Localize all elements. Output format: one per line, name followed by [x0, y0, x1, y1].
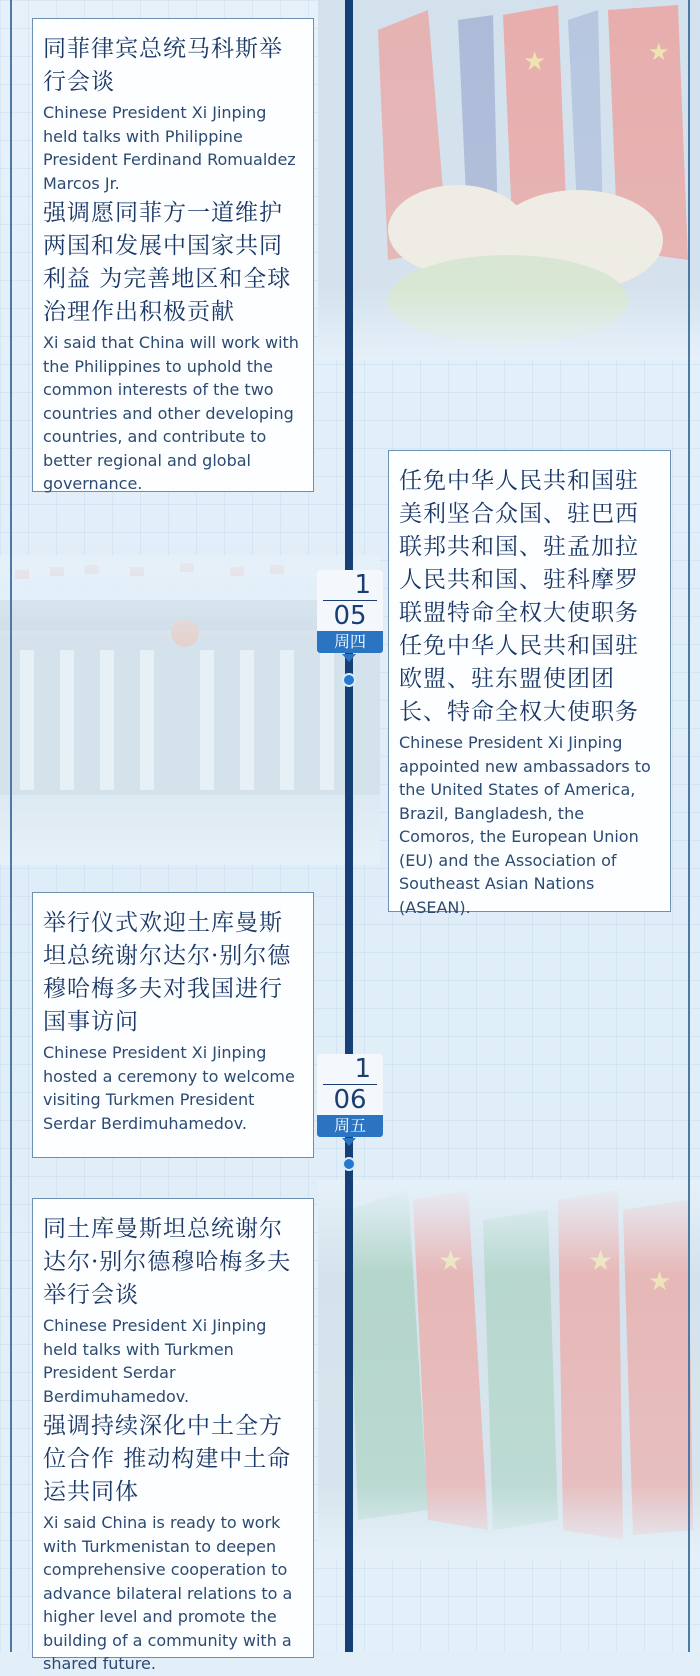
timeline-dot	[342, 1157, 356, 1171]
event-card-turkmen-welcome	[32, 892, 314, 1158]
date-day: 06	[333, 1085, 367, 1115]
timeline-dot	[342, 673, 356, 687]
event-subtitle-en: Xi said that China will work with the Philippines to uphold the common interests of the two countries and other developing countries, and contribute to better regional and global governance.	[43, 333, 299, 493]
event-title-en: Chinese President Xi Jinping held talks with Philippine President Ferdinand Romualdez Marcos Jr.	[43, 103, 296, 193]
date-day: 05	[333, 601, 367, 631]
event-title-en: Chinese President Xi Jinping hosted a ceremony to welcome visiting Turkmen President Serdar Berdimuhamedov.	[43, 1043, 295, 1133]
event-subtitle-zh: 强调持续深化中土全方位合作 推动构建中土命运共同体	[43, 1413, 292, 1505]
date-pointer	[342, 1138, 356, 1146]
event-title-zh: 同土库曼斯坦总统谢尔达尔·别尔德穆哈梅多夫举行会谈	[43, 1216, 292, 1308]
timeline-spine	[345, 0, 353, 1652]
event-title-en: Chinese President Xi Jinping held talks with Turkmen President Serdar Berdimuhamedov.	[43, 1316, 267, 1406]
frame-line-left	[10, 0, 12, 1652]
date-badge-jan-05	[317, 570, 383, 653]
flags-doves-photo	[318, 0, 700, 360]
event-title-en: Chinese President Xi Jinping appointed new ambassadors to the United States of America, Brazil, Bangladesh, the Comoros, the European Union (EU) and the Association of Southeast Asian Nations (ASEAN).	[399, 733, 651, 917]
event-card-ambassadors	[388, 450, 671, 917]
date-badge-jan-06	[317, 1054, 383, 1137]
event-subtitle-en: Xi said China is ready to work with Turkmenistan to deepen comprehensive cooperation to advance bilateral relations to a higher level and promote the building of a community with a shared future.	[43, 1513, 293, 1673]
event-title-zh: 同菲律宾总统马科斯举行会谈	[43, 36, 283, 95]
event-subtitle-zh: 强调愿同菲方一道维护两国和发展中国家共同利益 为完善地区和全球治理作出积极贡献	[43, 200, 292, 325]
event-title-zh: 举行仪式欢迎土库曼斯坦总统谢尔达尔·别尔德穆哈梅多夫对我国进行国事访问	[43, 910, 292, 1035]
date-weekday: 周五	[317, 1115, 383, 1137]
event-card-turkmen-talks	[32, 1198, 314, 1673]
date-pointer	[342, 654, 356, 662]
event-title-zh-2: 任免中华人民共和国驻欧盟、驻东盟使团团长、特命全权大使职务	[399, 633, 639, 725]
event-card-philippines	[32, 18, 314, 492]
event-title-zh: 任免中华人民共和国驻美利坚合众国、驻巴西联邦共和国、驻孟加拉人民共和国、驻科摩罗联盟特命全权大使职务	[399, 468, 639, 626]
date-month: 1	[354, 570, 371, 600]
date-weekday: 周四	[317, 631, 383, 653]
flags-turkmen-photo	[318, 1180, 700, 1560]
frame-line-right	[688, 0, 690, 1652]
date-month: 1	[354, 1054, 371, 1084]
